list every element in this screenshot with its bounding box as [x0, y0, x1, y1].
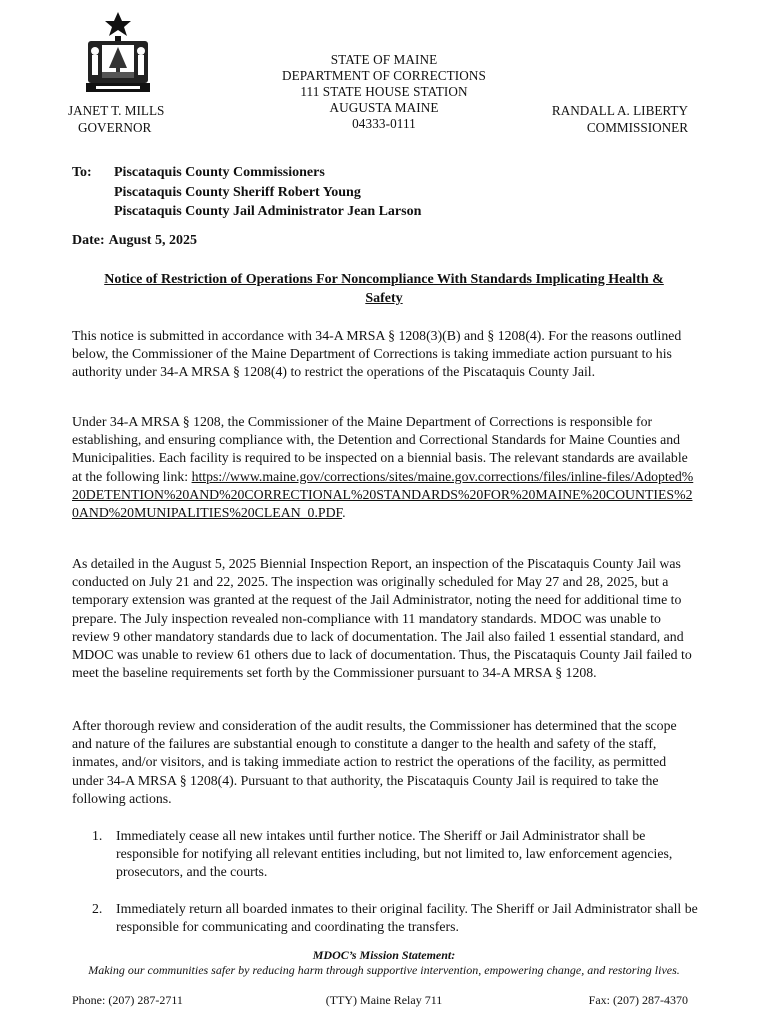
paragraph-standards-end: .	[342, 505, 346, 521]
mission-title: MDOC’s Mission Statement:	[312, 948, 456, 962]
phone-number: Phone: (207) 287-2711	[72, 993, 183, 1007]
date-label: Date:	[72, 233, 105, 248]
governor-name: JANET T. MILLS	[68, 103, 165, 118]
governor-title: GOVERNOR	[78, 120, 152, 135]
mission-text: Making our communities safer by reducing harm through supportive intervention, empowering change, and restoring lives.	[88, 963, 680, 977]
governor-block	[68, 102, 164, 136]
department-address-block	[200, 52, 568, 132]
list-item-text: Immediately cease all new intakes until further notice. The Sheriff or Jail Administrator shall be responsible for notifying all relevant entities including, but not limited to, law enforcement agencies, prosecutors, and the courts.	[116, 828, 673, 880]
commissioner-name: RANDALL A. LIBERTY	[551, 103, 688, 118]
zip-code: 04333-0111	[352, 116, 416, 131]
paragraph-determination: After thorough review and consideration of the audit results, the Commissioner has determined that the scope and nature of the failures are substantial enough to constitute a danger to the health and safety of the staff, inmates, and/or visitors, and is taking immediate action to restrict the operations of the facility, as permitted under 34-A MRSA § 1208(4). Pursuant to that authority, the Piscataquis County Jail is required to take the following actions.	[72, 718, 677, 806]
paragraph-standards	[72, 413, 698, 522]
list-item-number: 2.	[92, 901, 103, 916]
paragraph-standards-text: Under 34-A MRSA § 1208, the Commissioner of the Maine Department of Corrections is responsible for establishing, and ensuring compliance with, the Detention and Correctional Standards for Maine Counties and Municipalities. Each facility is required to be inspected on a biennial basis. The relevant standards are available at the following link:	[72, 414, 688, 484]
recipient-line: Piscataquis County Jail Administrator Jean Larson	[114, 204, 422, 219]
list-item-text: Immediately return all boarded inmates to their original facility. The Sheriff or Jail Administrator shall be responsible for communicating and coordinating the transfers.	[116, 901, 698, 935]
standards-link[interactable]: https://www.maine.gov/corrections/sites/maine.gov.corrections/files/inline-files/Adopted%20DETENTION%20AND%20CORRECTIONAL%20STANDARDS%20FOR%20MAINE%20COUNTIES%20AND%20MUNIPALITIES%20CLEAN_0.PDF	[72, 468, 694, 521]
list-item-number: 1.	[92, 828, 103, 843]
tty-relay: (TTY) Maine Relay 711	[325, 993, 443, 1007]
street-address: 111 STATE HOUSE STATION	[300, 84, 468, 99]
date-value: August 5, 2025	[108, 233, 197, 248]
paragraph-inspection: As detailed in the August 5, 2025 Biennial Inspection Report, an inspection of the Piscataquis County Jail was conducted on July 21 and 22, 2025. The inspection was originally scheduled for May 27 and 28, 2025, but a temporary extension was granted at the request of the Jail Administrator, noting the need for additional time to prepare. The July inspection revealed non-compliance with 11 mandatory standards. MDOC was unable to review 9 other mandatory standards due to lack of documentation. The Jail also failed 1 essential standard, and MDOC was unable to review 61 others due to lack of documentation. Thus, the Piscataquis County Jail failed to meet the baseline requirements set forth by the Commissioner pursuant to 34-A MRSA § 1208.	[72, 556, 692, 681]
state-seal-icon	[82, 10, 154, 96]
recipient-line: Piscataquis County Sheriff Robert Young	[114, 184, 361, 200]
recipient-line: Piscataquis County Commissioners	[114, 165, 325, 180]
subject-heading: Notice of Restriction of Operations For Noncompliance With Standards Implicating Health & Safety	[104, 272, 664, 306]
city-state: AUGUSTA MAINE	[329, 100, 439, 115]
paragraph-intro: This notice is submitted in accordance with 34-A MRSA § 1208(3)(B) and § 1208(4). For the reasons outlined below, the Commissioner of the Maine Department of Corrections is taking immediate action pursuant to his authority under 34-A MRSA § 1208(4) to restrict the operations of the Piscataquis County Jail.	[72, 328, 682, 380]
department-name: DEPARTMENT OF CORRECTIONS	[282, 68, 486, 83]
commissioner-title: COMMISSIONER	[586, 120, 688, 135]
commissioner-block	[552, 102, 688, 136]
date-line	[72, 233, 197, 249]
to-label: To:	[72, 165, 92, 180]
fax-number: Fax: (207) 287-4370	[588, 993, 688, 1007]
state-name: STATE OF MAINE	[330, 52, 438, 67]
